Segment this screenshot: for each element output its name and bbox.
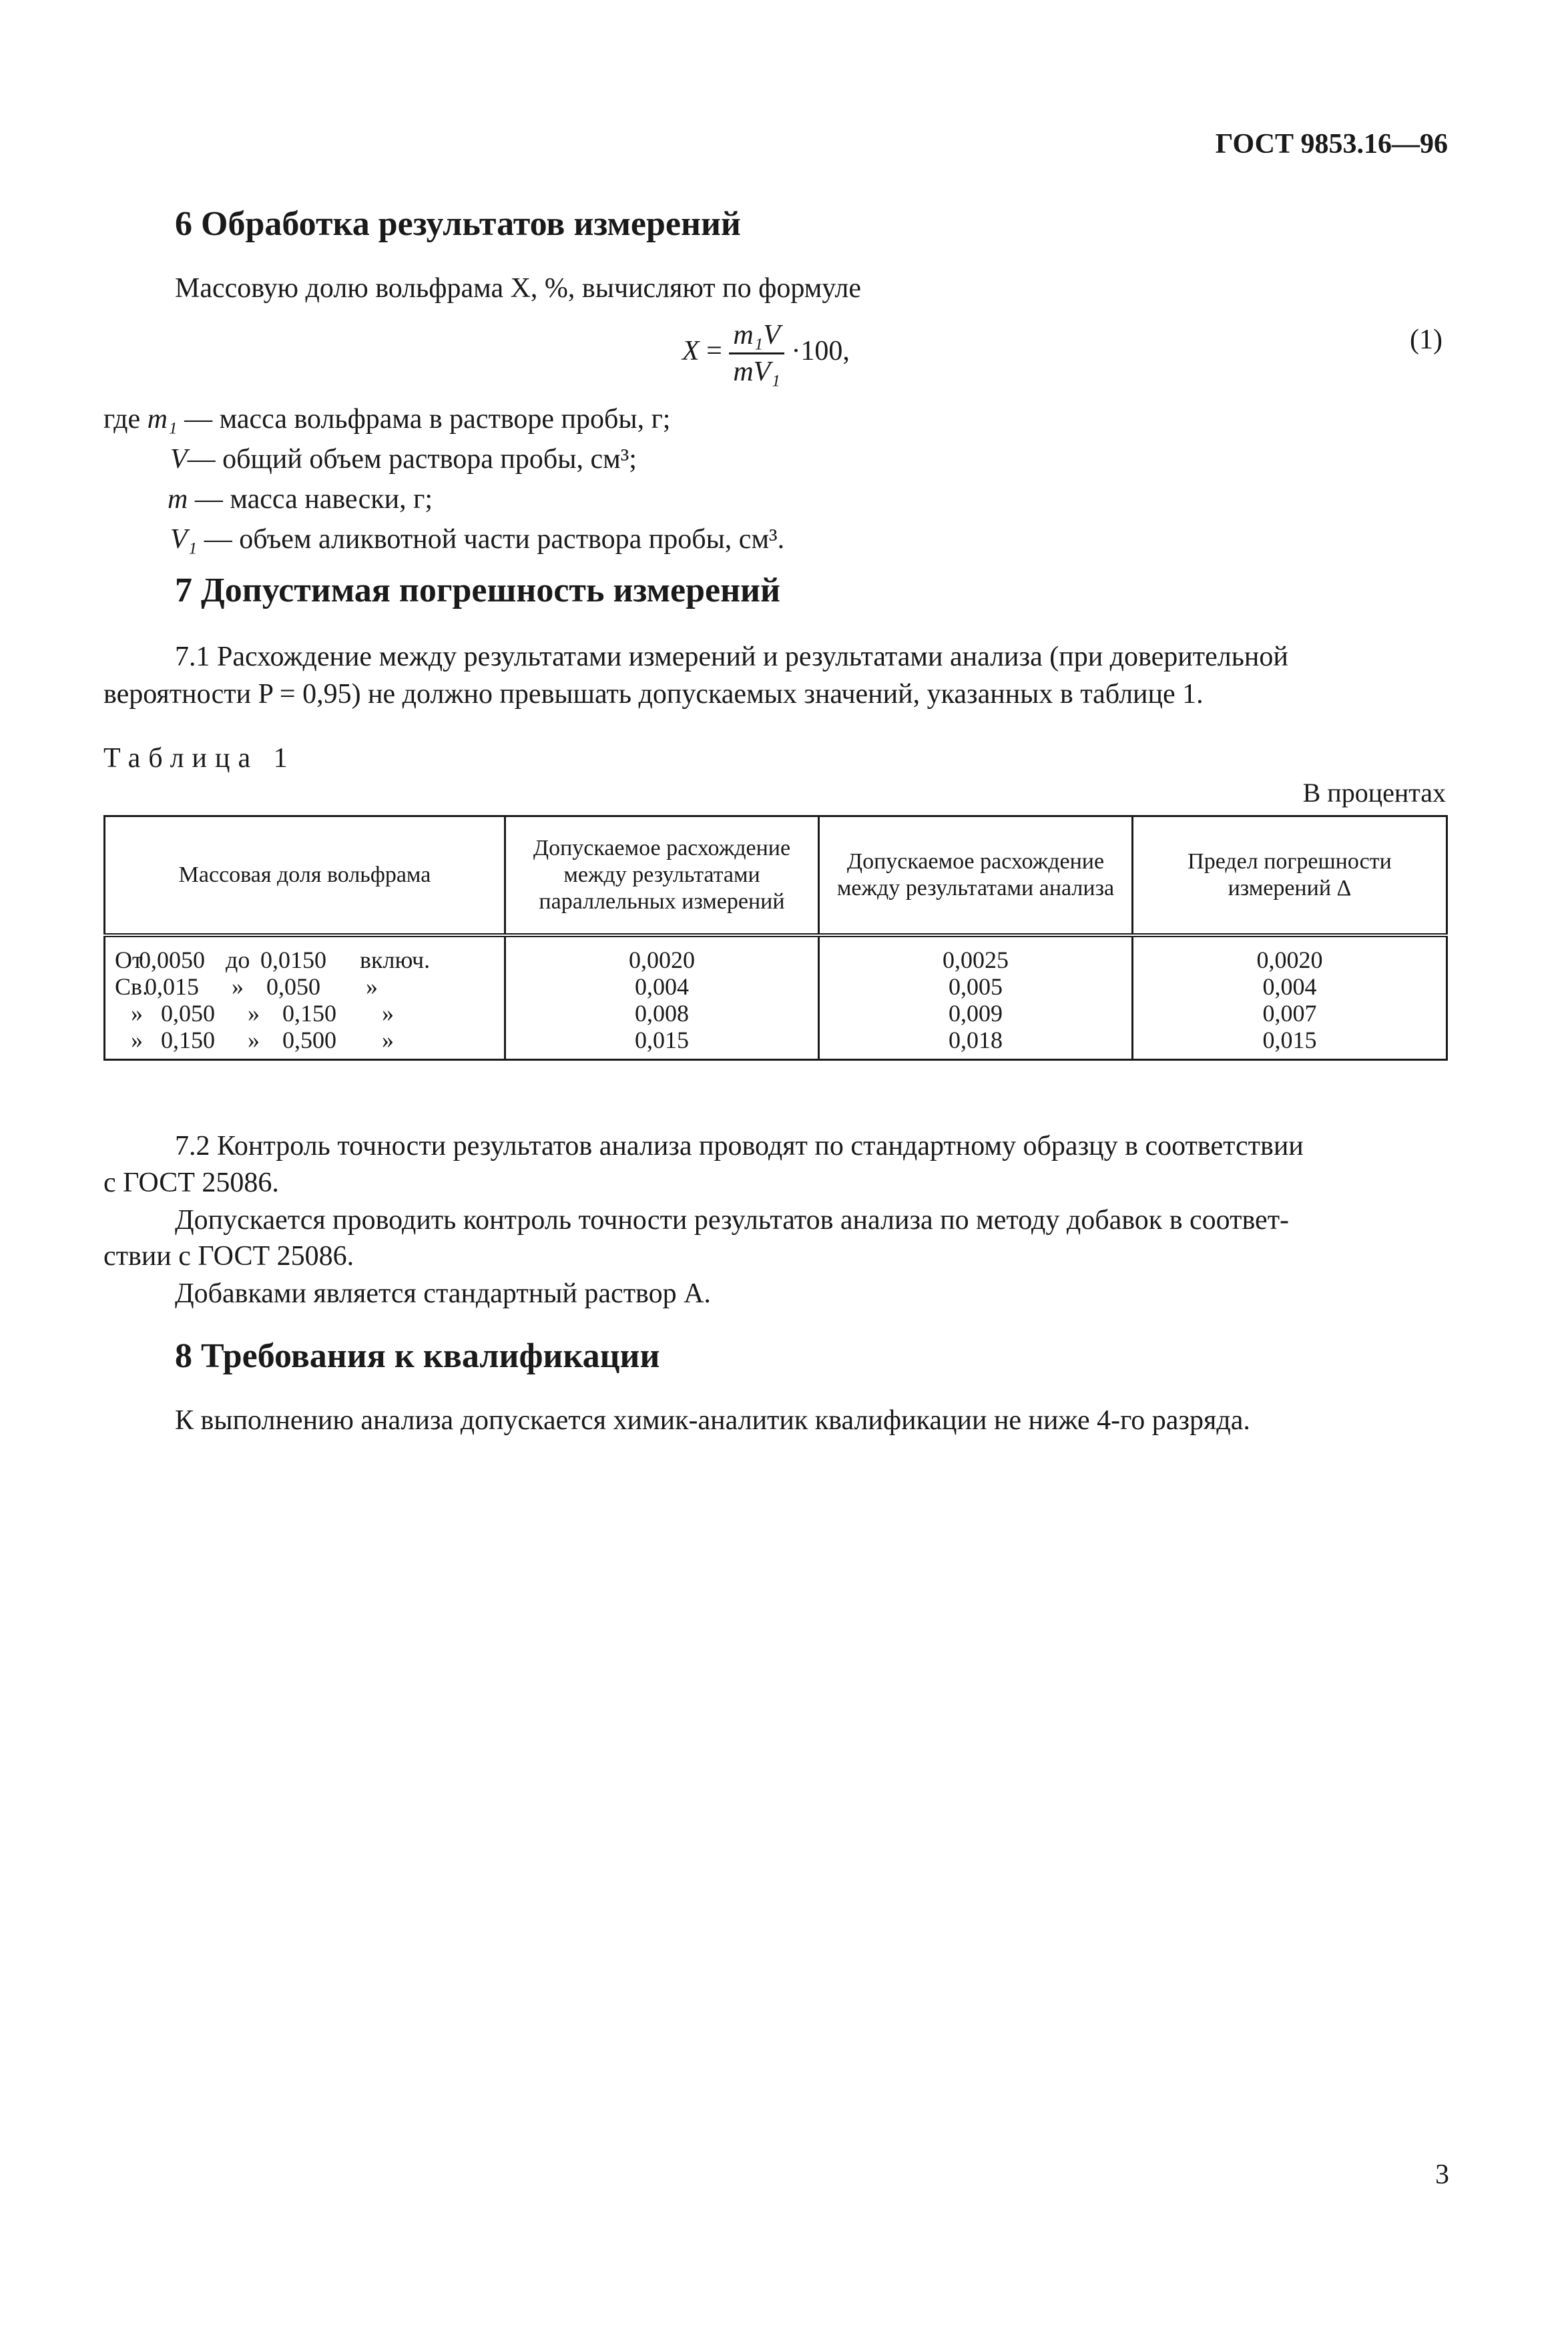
formula-denominator: mV₁ xyxy=(733,356,780,387)
definition-dash: — xyxy=(197,524,240,555)
header-parallel-tolerance: Допускаемое расхождение между результатами параллельных измерений xyxy=(505,816,819,936)
definition-text: масса навески, г; xyxy=(230,484,433,515)
paragraph-7-2-line2: с ГОСТ 25086. xyxy=(103,1168,279,1198)
definition-dash: — xyxy=(188,484,230,515)
section-8-heading: 8 Требования к квалификации xyxy=(175,1337,660,1375)
value-cell: 0,009 xyxy=(819,1000,1133,1027)
table-units: В процентах xyxy=(1302,778,1446,808)
range-cell: Св. 0,015 » 0,050 » xyxy=(105,973,505,1000)
definition-text: объем аликвотной части раствора пробы, см³. xyxy=(239,524,785,555)
section-6-intro: Массовую долю вольфрама X, %, вычисляют по формуле xyxy=(175,273,862,304)
value-cell: 0,004 xyxy=(505,973,819,1000)
definition-text: общий объем раствора пробы, см³; xyxy=(222,444,637,475)
definition-dash: — xyxy=(187,444,223,475)
header-mass-fraction: Массовая доля вольфрама xyxy=(105,816,505,936)
value-cell: 0,0025 xyxy=(819,935,1133,973)
definition-row xyxy=(103,519,784,559)
value-cell: 0,0020 xyxy=(1133,935,1447,973)
table-row xyxy=(105,1027,1447,1060)
definition-row xyxy=(103,479,784,519)
page-number: 3 xyxy=(1435,2159,1449,2190)
definitions xyxy=(103,399,784,559)
paragraph-7-1-line2: вероятности P = 0,95) не должно превышать допускаемых значений, указанных в таблице 1. xyxy=(103,679,1204,710)
paragraph-7-3-line2: ствии с ГОСТ 25086. xyxy=(103,1241,354,1272)
table-row xyxy=(105,973,1447,1000)
section-6-heading: 6 Обработка результатов измерений xyxy=(175,205,741,243)
paragraph-7-2-line1: 7.2 Контроль точности результатов анализа проводят по стандартному образцу в соответствии xyxy=(175,1131,1304,1161)
definition-row xyxy=(103,439,784,479)
range-cell: От0,0050 до 0,0150 включ. xyxy=(105,935,505,973)
tolerance-table xyxy=(103,815,1448,1061)
standard-number: ГОСТ 9853.16—96 xyxy=(1215,129,1448,160)
formula-fraction xyxy=(729,319,784,388)
value-cell: 0,0020 xyxy=(505,935,819,973)
definition-symbol: m xyxy=(168,484,188,515)
definition-lead: где xyxy=(103,404,148,435)
value-cell: 0,015 xyxy=(505,1027,819,1060)
range-cell: » 0,150 » 0,500 » xyxy=(105,1027,505,1060)
table-label: Таблица 1 xyxy=(103,743,296,774)
formula xyxy=(682,319,850,388)
formula-numerator: m₁V xyxy=(729,319,784,354)
formula-lhs: X xyxy=(682,336,700,367)
definition-symbol: m₁ xyxy=(147,404,178,435)
definition-symbol: V₁ xyxy=(170,524,198,555)
paragraph-7-1-line1: 7.1 Расхождение между результатами измерений и результатами анализа (при доверительной xyxy=(175,641,1288,672)
formula-number: (1) xyxy=(1410,324,1443,355)
paragraph-7-3-line1: Допускается проводить контроль точности результатов анализа по методу добавок в соответ- xyxy=(175,1205,1290,1236)
value-cell: 0,018 xyxy=(819,1027,1133,1060)
section-7-heading: 7 Допустимая погрешность измерений xyxy=(175,571,780,609)
value-cell: 0,004 xyxy=(1133,973,1447,1000)
definition-row xyxy=(103,399,784,439)
value-cell: 0,008 xyxy=(505,1000,819,1027)
definition-text: масса вольфрама в растворе пробы, г; xyxy=(219,404,671,435)
range-cell: » 0,050 » 0,150 » xyxy=(105,1000,505,1027)
value-cell: 0,007 xyxy=(1133,1000,1447,1027)
definition-dash: — xyxy=(177,404,220,435)
table-row xyxy=(105,1000,1447,1027)
section-8-text: К выполнению анализа допускается химик-аналитик квалификации не ниже 4-го разряда. xyxy=(175,1405,1250,1436)
formula-equals: = xyxy=(706,336,722,367)
definition-symbol: V xyxy=(170,444,188,475)
value-cell: 0,005 xyxy=(819,973,1133,1000)
value-cell: 0,015 xyxy=(1133,1027,1447,1060)
table-header-row xyxy=(105,816,1447,936)
header-error-limit: Предел погрешности измерений Δ xyxy=(1133,816,1447,936)
table-row xyxy=(105,935,1447,973)
paragraph-7-4: Добавками является стандартный раствор А. xyxy=(175,1278,711,1309)
header-analysis-tolerance: Допускаемое расхождение между результатами анализа xyxy=(819,816,1133,936)
formula-rhs: ·100, xyxy=(791,336,850,367)
